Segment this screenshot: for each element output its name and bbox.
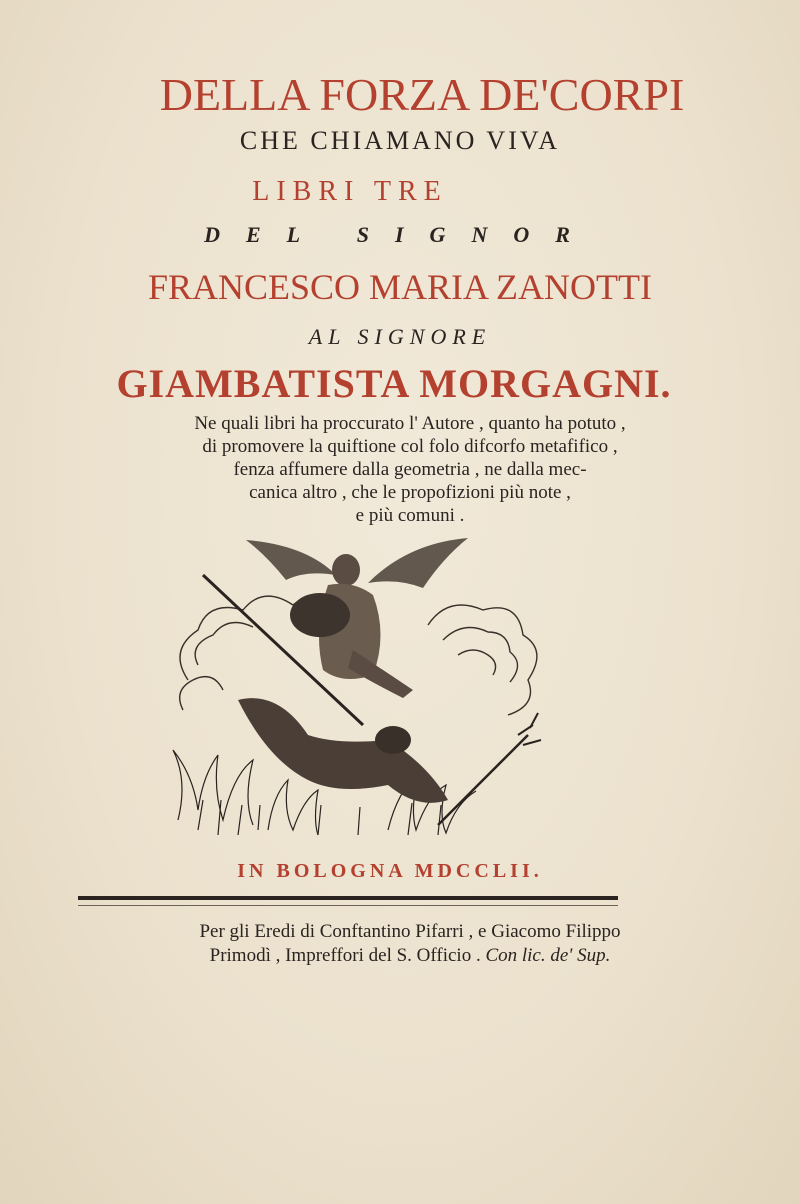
printer-line-2: Primodì , Impreffori del S. Officio .: [209, 945, 481, 966]
description: [40, 412, 780, 527]
license-note: Con lic. de' Sup.: [485, 945, 611, 966]
dedication-to: AL SIGNORE: [308, 324, 492, 349]
imprint: IN BOLOGNA MDCCLII.: [237, 860, 543, 882]
description-line: Ne quali libri ha proccurato l' Autore , quanto ha potuto ,: [194, 413, 626, 434]
archangel-michael-engraving-icon: [158, 530, 558, 860]
printer-line-1: Per gli Eredi di Conftantino Pifarri , e Giacomo Filippo: [199, 921, 621, 942]
divider-rule-thin: [78, 905, 618, 906]
description-line: di promovere la quiftione col folo difcorfo metafifico ,: [202, 436, 618, 457]
description-line: e più comuni .: [355, 505, 465, 526]
description-line: canica altro , che le propofizioni più note ,: [249, 482, 571, 503]
printer-info: [40, 920, 780, 968]
title-line-3: LIBRI TRE: [252, 176, 448, 207]
divider-rule: [78, 896, 618, 900]
dedicatee-name: GIAMBATISTA MORGAGNI.: [116, 361, 672, 406]
printer-line-2-wrap: [40, 944, 780, 968]
title-line-1: DELLA FORZA DE'CORPI: [159, 69, 685, 120]
description-line: fenza affumere dalla geometria , ne dalla mec-: [233, 459, 587, 480]
author-name: FRANCESCO MARIA ZANOTTI: [147, 267, 653, 307]
title-line-2: CHE CHIAMANO VIVA: [239, 126, 561, 155]
title-line-4: DEL SIGNOR: [204, 222, 596, 247]
